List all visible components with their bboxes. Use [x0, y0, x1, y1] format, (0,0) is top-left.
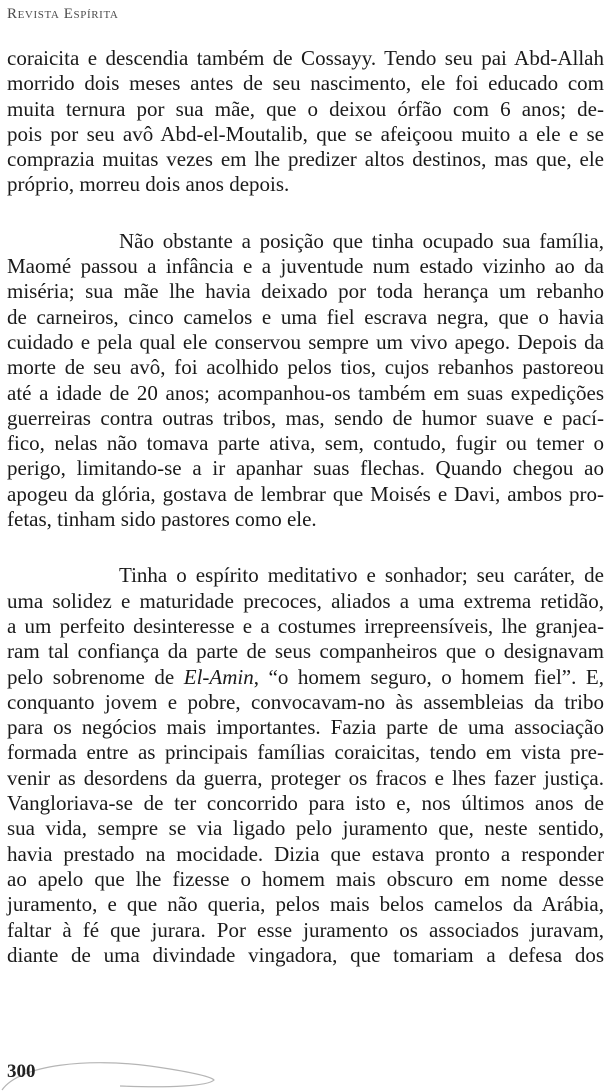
text-line: Não obstante a posição que tinha ocupado sua família, — [119, 228, 604, 253]
text-line: até a idade de 20 anos; acompanhou-os também em suas expedições — [7, 380, 604, 405]
text-line: miséria; sua mãe lhe havia deixado por toda herança um rebanho — [7, 279, 604, 304]
text-line: ram tal confiança da parte de seus companheiros que o designavam — [7, 639, 604, 664]
text-line: uma solidez e maturidade precoces, aliados a uma extrema retidão, — [7, 588, 604, 613]
text-line: apogeu da glória, gostava de lembrar que Moisés e Davi, ambos pro- — [7, 481, 604, 506]
text-line: comprazia muitas vezes em lhe predizer altos destinos, mas que, ele — [7, 147, 604, 172]
text-line: venir as desordens da guerra, proteger os fracos e lhes fazer justiça. — [7, 765, 604, 790]
text-line: a um perfeito desinteresse e a costumes irrepreensíveis, lhe granjea- — [7, 613, 604, 638]
text-line: diante de uma divindade vingadora, que tomariam a defesa dos — [7, 942, 604, 967]
paragraph-2 — [7, 229, 604, 533]
text-line: coraicita e descendia também de Cossayy. Tendo seu pai Abd-Allah — [7, 46, 604, 70]
article-body — [7, 46, 604, 968]
text-fragment: pelo sobrenome de — [7, 664, 184, 689]
text-line: ao apelo que lhe fizesse o homem mais obscuro em nome desse — [7, 866, 604, 891]
text-line: fetas, tinham sido pastores como ele. — [7, 507, 317, 532]
text-line: juramento, e que não queria, pelos mais belos camelos da Arábia, — [7, 892, 604, 917]
text-line: sua vida, sempre se via ligado pelo juramento que, neste sentido, — [7, 816, 604, 841]
text-line: Tinha o espírito meditativo e sonhador; seu caráter, de — [119, 563, 604, 588]
text-line: morte de seu avô, foi acolhido pelos tios, cujos rebanhos pastoreou — [7, 355, 604, 380]
text-line: guerreiras contra outras tribos, mas, sendo de humor suave e pací- — [7, 405, 604, 430]
text-fragment: , “o homem seguro, o homem fiel”. E, — [253, 664, 604, 689]
emphasis-term: El-Amin — [183, 664, 254, 689]
text-line: Vangloriava-se de ter concorrido para isto e, nos últimos anos de — [7, 791, 604, 816]
text-line: cuidado e pela qual ele conservou sempre um vivo apego. Depois da — [7, 329, 604, 354]
text-line: pois por seu avô Abd-el-Moutalib, que se afeiçoou muito a ele e se — [7, 121, 604, 146]
running-header: Revista Espírita — [7, 6, 119, 22]
text-line: perigo, limitando-se a ir apanhar suas flechas. Quando chegou ao — [7, 456, 604, 481]
text-line: formada entre as principais famílias coraicitas, tendo em vista pre- — [7, 740, 604, 765]
text-line: de carneiros, cinco camelos e uma fiel escrava negra, que o havia — [7, 304, 604, 329]
text-line: Maomé passou a infância e a juventude num estado vizinho ao da — [7, 254, 604, 279]
text-line: para os negócios mais importantes. Fazia parte de uma associação — [7, 715, 604, 740]
text-line: havia prestado na mocidade. Dizia que estava pronto a responder — [7, 841, 604, 866]
text-line-with-emphasis — [7, 665, 604, 690]
text-line: próprio, morreu dois anos depois. — [7, 172, 290, 197]
page-number: 300 — [7, 1061, 36, 1082]
paragraph-1 — [7, 46, 604, 198]
paragraph-3 — [7, 563, 604, 968]
text-line: morrido dois meses antes de seu nascimento, ele foi educado com — [7, 71, 604, 96]
text-line: faltar à fé que jurara. Por esse juramento os associados juravam, — [7, 917, 604, 942]
text-line: conquanto jovem e pobre, convocavam-no às assembleias da tribo — [7, 689, 604, 714]
text-line: fico, nelas não tomava parte ativa, sem, contudo, fugir ou temer o — [7, 431, 604, 456]
text-line: muita ternura por sua mãe, que o deixou órfão com 6 anos; de- — [7, 96, 604, 121]
